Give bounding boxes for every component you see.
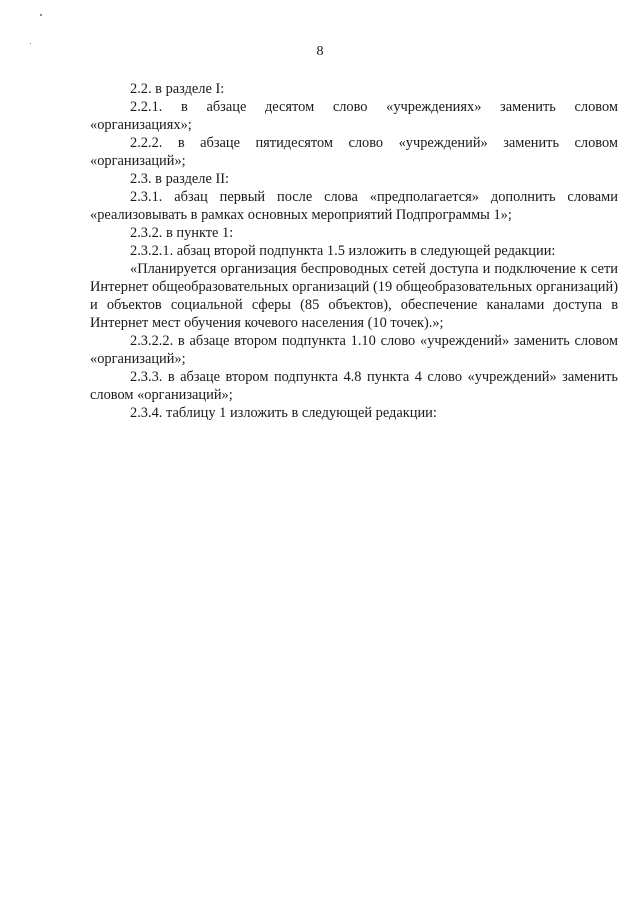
paragraph-2-2: 2.2. в разделе I: — [130, 81, 225, 97]
page-number: 8 — [316, 44, 324, 59]
paragraph-2-2-1: 2.2.1. в абзаце десятом слово «учреждениях» заменить словом «организациях»; — [90, 99, 618, 133]
paragraph-2-3-2-2: 2.3.2.2. в абзаце втором подпункта 1.10 слово «учреждений» заменить словом «организаций»; — [90, 333, 618, 367]
paragraph-2-3-1: 2.3.1. абзац первый после слова «предполагается» дополнить словами «реализовывать в рамках основных мероприятий Подпрограммы 1»; — [90, 189, 618, 223]
quoted-paragraph: «Планируется организация беспроводных сетей доступа и подключение к сети Интернет общеобразовательных организаций (19 общеобразовательных организаций) и объектов социальной сферы (85 объектов), обеспечение каналами доступа в Интернет мест обучения кочевого населения (10 точек).»; — [90, 261, 618, 331]
paragraph-2-3-3: 2.3.3. в абзаце втором подпункта 4.8 пункта 4 слово «учреждений» заменить словом «организаций»; — [90, 369, 618, 403]
paragraph-2-3-2-1: 2.3.2.1. абзац второй подпункта 1.5 изложить в следующей редакции: — [130, 243, 556, 259]
scan-speck — [40, 14, 42, 16]
paragraph-2-2-2: 2.2.2. в абзаце пятидесятом слово «учреждений» заменить словом «организаций»; — [90, 135, 618, 169]
document-body — [90, 80, 618, 422]
paragraph-2-3-2: 2.3.2. в пункте 1: — [130, 225, 234, 241]
paragraph-2-3-4: 2.3.4. таблицу 1 изложить в следующей редакции: — [130, 405, 437, 421]
paragraph-2-3: 2.3. в разделе II: — [130, 171, 230, 187]
